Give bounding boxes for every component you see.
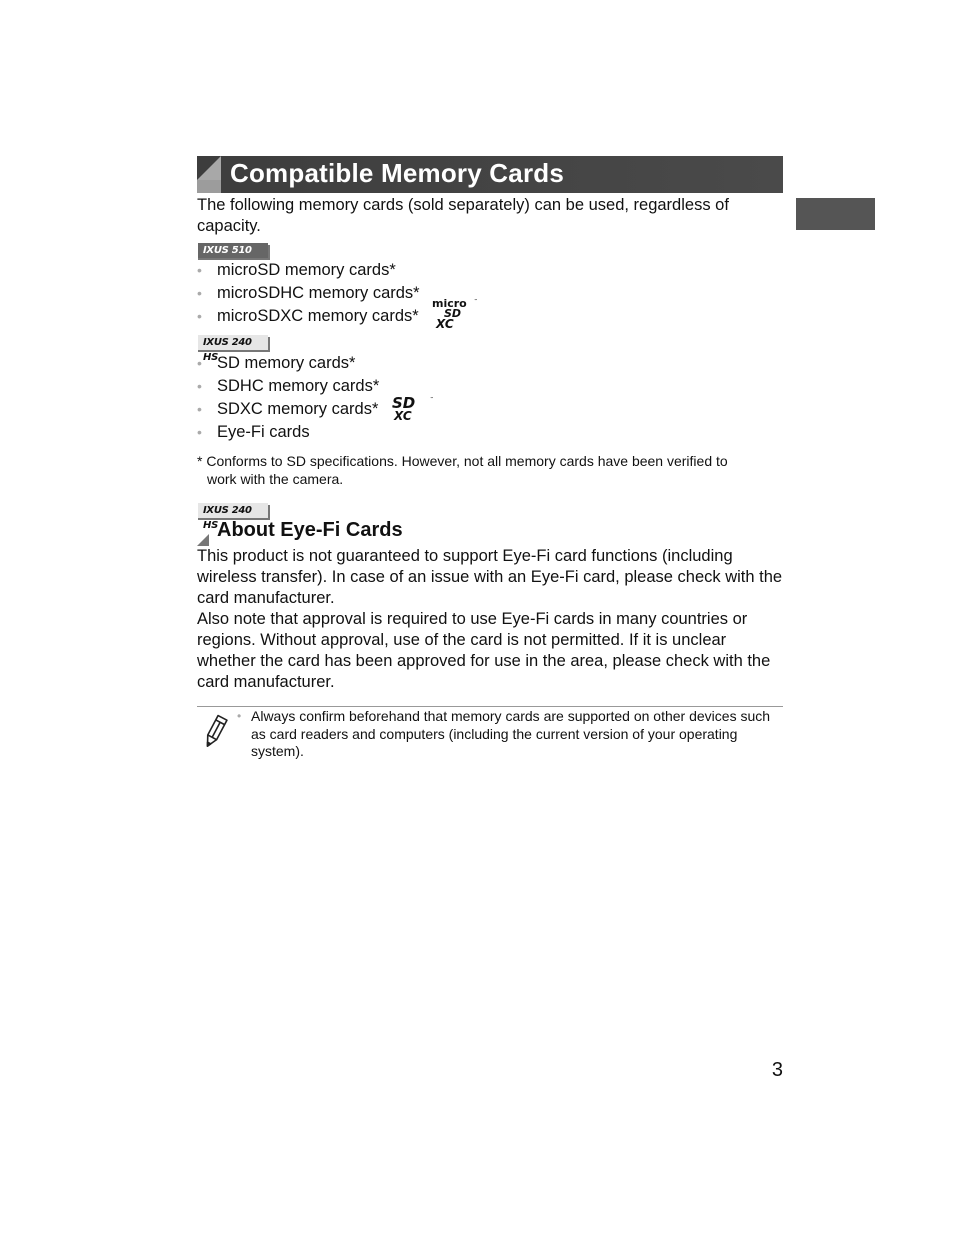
eyefi-body: [197, 546, 787, 693]
footnote: [197, 452, 777, 488]
logo-text-micro: micro: [432, 297, 467, 310]
card-list-ixus-510: [197, 259, 420, 328]
title-corner-block: [197, 180, 221, 193]
note-divider: [197, 706, 783, 707]
footnote-line: work with the camera.: [207, 471, 344, 487]
page-title: Compatible Memory Cards: [230, 158, 565, 188]
microsdxc-logo-icon: [430, 296, 476, 330]
eyefi-paragraph: This product is not guaranteed to support Eye-Fi card functions (including wireless transfer). In case of an issue with an Eye-Fi card, please check with the card manufacturer.: [197, 547, 783, 607]
title-corner-decoration: [197, 156, 221, 180]
list-item-label: SDXC memory cards*: [217, 400, 379, 418]
chapter-tab: [796, 198, 875, 230]
note-text: • Always confirm beforehand that memory cards are supported on other devices such as card readers and computers (including the current version of your operating system).: [237, 708, 783, 761]
model-badge-label: IXUS 240 HS: [198, 503, 268, 518]
list-item-label: microSDXC memory cards*: [217, 307, 419, 325]
footnote-line: * Conforms to SD specifications. However, not all memory cards have been verified to: [197, 453, 728, 469]
pencil-icon: [200, 713, 230, 751]
list-item: • SD memory cards*: [197, 354, 356, 372]
list-item: • microSDHC memory cards*: [197, 284, 420, 302]
logo-text-sd: SD: [392, 394, 416, 412]
model-badge-label: IXUS 510 HS: [198, 243, 268, 258]
svg-text:™: ™: [474, 298, 478, 303]
eyefi-paragraph: Also note that approval is required to use Eye-Fi cards in many countries or regions. Without approval, use of the card is not permitted. If it is unclear whether the card has been approved for use in the area, please check with the card manufacturer.: [197, 610, 771, 691]
subsection-marker: [197, 534, 209, 546]
page-number: 3: [771, 1059, 783, 1081]
logo-text-xc: XC: [436, 317, 454, 331]
list-item-label: SDHC memory cards*: [217, 377, 380, 395]
intro-text: The following memory cards (sold separately) can be used, regardless of capacity.: [197, 196, 729, 235]
svg-text:™: ™: [430, 396, 434, 401]
list-item: • microSDXC memory cards*: [197, 307, 419, 325]
sdxc-logo-icon: [388, 394, 436, 422]
subsection-title: About Eye-Fi Cards: [217, 519, 403, 541]
list-item: • SDXC memory cards*: [197, 400, 379, 418]
list-item-label: Eye-Fi cards: [217, 423, 310, 441]
list-item-label: SD memory cards*: [217, 354, 356, 372]
model-badge-label: IXUS 240 HS: [198, 335, 268, 350]
model-badge-ixus-240: [198, 335, 272, 363]
list-item: • Eye-Fi cards: [197, 423, 310, 441]
logo-text-sd: SD: [444, 307, 462, 320]
list-item: • SDHC memory cards*: [197, 377, 380, 395]
card-list-ixus-240: [197, 352, 379, 444]
list-item-label: microSDHC memory cards*: [217, 284, 420, 302]
note-body: Always confirm beforehand that memory cards are supported on other devices such as card readers and computers (including the current version of your operating system).: [251, 708, 771, 759]
list-item: • microSD memory cards*: [197, 261, 396, 279]
list-item-label: microSD memory cards*: [217, 261, 396, 279]
logo-text-xc: XC: [394, 409, 412, 423]
